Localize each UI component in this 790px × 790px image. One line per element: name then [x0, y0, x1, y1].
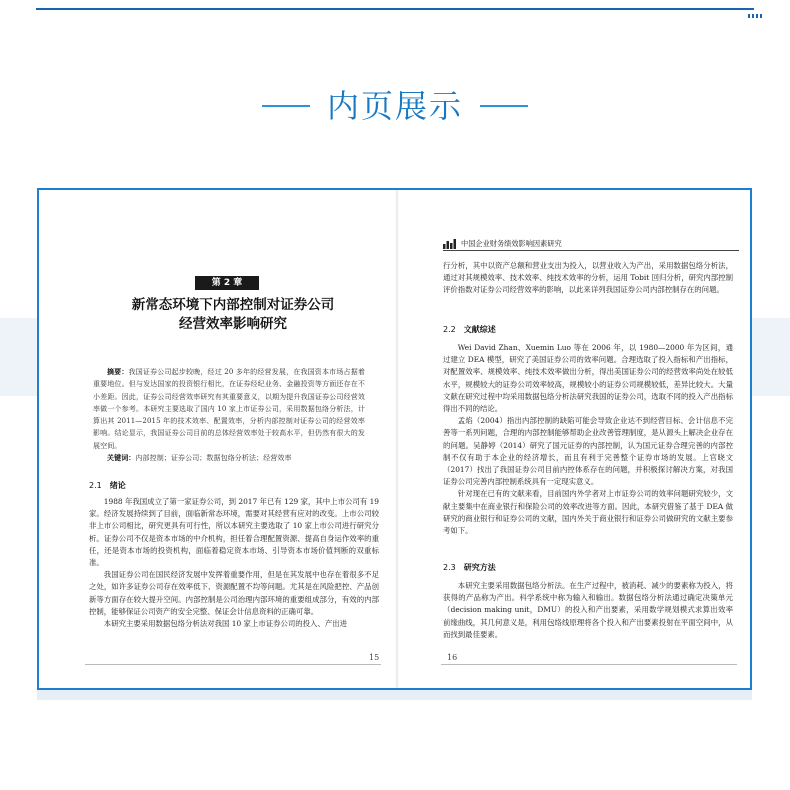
right-page — [439, 190, 739, 688]
body-paragraph: 本研究主要采用数据包络分析法对我国 10 家上市证券公司的投入、产出进 — [103, 619, 348, 629]
section-title: 绪论 — [109, 481, 126, 490]
running-head-text: 中国企业财务绩效影响因素研究 — [461, 239, 562, 248]
page-number-left: 15 — [369, 653, 380, 662]
keywords-label: 关键词： — [107, 454, 136, 463]
chapter-title-line2: 经营效率影响研究 — [179, 316, 287, 332]
top-rule — [36, 8, 754, 10]
page-bottom-rule — [441, 664, 737, 665]
section-heading-2-3 — [443, 562, 496, 574]
section-header — [0, 84, 790, 130]
abstract-paragraph — [93, 366, 365, 452]
body-paragraph: 行分析，其中以资产总额和营业支出为投入，以营业收入为产出，采用数据包络分析法，通过对其规模效率、技术效率、纯技术效率的分析，运用 Tobit 回归分析，研究内部控制评价指数对证券公司经营效率的影响，以此来详列我国证券公司内部控制存在的问题。 — [443, 261, 733, 295]
abstract-block — [93, 366, 365, 464]
chapter-title-line1: 新常态环境下内部控制对证券公司 — [131, 297, 335, 313]
body-paragraph: 1988 年我国成立了第一家证券公司，到 2017 年已有 129 家，其中上市公司有 19 家。经济发展持续到了目前，面临新常态环境，需要对其经营有应对的改变。上市公司较非上市公司相比，研究更具有可行性，所以本研究主要选取了 10 家上市公司进行研究分析。证券公司不仅是资本市场的中介机构，担任着合理配置资源、提高自身运作效率的重任，还是资本市场的投资机构，面临着稳定资本市场、引导资本市场价值判断的双重标准。 — [89, 497, 379, 568]
top-dots-decoration — [748, 14, 764, 18]
body-paragraph: 针对现在已有的文献来看，目前国内外学者对上市证券公司的效率问题研究较少，文献主要集中在商业银行和保险公司的效率改进等方面。因此，本研究借鉴了基于 DEA 做研究的商业银行和证券公司的文献，国内外关于商业银行和证券公司做研究的文献主要参考如下。 — [443, 489, 733, 536]
chapter-title — [83, 296, 383, 334]
body-paragraph: 本研究主要采用数据包络分析法。在生产过程中，被消耗、减少的要素称为投入，将获得的产品称为产出。科学系统中称为输入和输出。数据包络分析法通过确定决策单元（decision making unit，DMU）的投入和产出要素，采用数学规划模式求算出效率前缘曲线，其几何意义是，利用包络线原理将各个投入和产出要素投射在平面空间中，从而找到最佳要素。 — [443, 581, 733, 639]
keywords-paragraph — [93, 452, 365, 464]
bottom-band — [37, 690, 752, 700]
book-spread — [37, 188, 752, 690]
chapter-label: 第 2 章 — [195, 276, 259, 290]
section-heading-2-1 — [89, 480, 126, 492]
section-number: 2.3 — [443, 563, 456, 572]
section-heading-2-2 — [443, 324, 496, 336]
header-line-left — [262, 105, 310, 107]
book-gutter — [395, 190, 399, 688]
section-title: 研究方法 — [463, 563, 496, 572]
running-head-rule — [443, 250, 739, 251]
right-intro — [443, 260, 733, 297]
left-body — [89, 496, 379, 630]
section-number: 2.2 — [443, 325, 456, 334]
page-bottom-rule — [85, 664, 381, 665]
header-line-right — [480, 105, 528, 107]
body-paragraph: Wei David Zhan、Xuemin Luo 等在 2006 年，以 1980—2000 年为区间，通过建立 DEA 模型，研究了美国证券公司的效率问题。合理选取了投入指标和产出指标，对配置效率、规模效率、纯技术效率做出分析，得出美国证券公司的经营效率尚处在较低水平，规模较大的证券公司效率较高，规模较小的证券公司规模较低，差异比较大。大量文献在研究过程中均采用数据包络分析法研究我国的证券公司，选取不同的投入产出指标得出不同的结论。 — [443, 343, 733, 414]
keywords-text: 内部控制；证券公司；数据包络分析法；经营效率 — [135, 454, 292, 463]
left-page — [83, 190, 383, 688]
abstract-text: 我国证券公司起步较晚，经过 20 多年的经营发展，在我国资本市场占据着重要地位。但与发达国家的投资银行相比，在证券经纪业务、金融投资等方面还存在不小差距。因此，证券公司经营效率研究有其重要意义，以期为提升我国证券公司经营效率做一个参考。本研究主要选取了国内 10 家上市证券公司，采用数据包络分析法，计算出其 2011—2015 年的技术效率、配置效率，分析内部控制对证券公司的经营效率影响。结论显示，我国证券公司目前的总体经营效率处于较高水平，但仍然有很大的发展空间。 — [93, 368, 365, 450]
abstract-label: 摘要： — [107, 368, 129, 376]
right-body-2-2 — [443, 342, 733, 537]
body-paragraph: 我国证券公司在国民经济发展中发挥着重要作用，但是在其发展中也存在着很多不足之处，如许多证券公司存在效率低下、资源配置不均等问题。尤其是在风险把控、产品创新等方面存在较大提升空间。内部控制是公司治理内部环境的重要组成部分，有效的内部控制，能够保证公司资产的安全完整、保证会计信息资料的正确可靠。 — [89, 570, 379, 616]
bar-chart-icon — [443, 238, 457, 249]
section-title: 文献综述 — [463, 325, 496, 334]
page-number-right: 16 — [447, 653, 458, 662]
running-head — [443, 238, 739, 250]
right-body-2-3 — [443, 580, 733, 641]
header-title: 内页展示 — [326, 87, 463, 125]
body-paragraph: 孟焰（2004）指出内部控制的缺陷可能会导致企业达不到经营目标、会计信息不完善等一系列问题，合理的内部控制能够帮助企业改善管理制度，是从源头上解决企业存在的问题。吴静婷（2014）研究了国元证券的内部控制，认为国元证券合理完善的内部控制不仅有助于本企业的经济增长，而且有利于完善整个证券市场的发展。上官晓文（2017）找出了我国证券公司目前内控体系存在的问题，并积极探讨解决方案，对我国证券公司完善内部控制系统具有一定现实意义。 — [443, 416, 733, 487]
section-number: 2.1 — [89, 481, 102, 490]
